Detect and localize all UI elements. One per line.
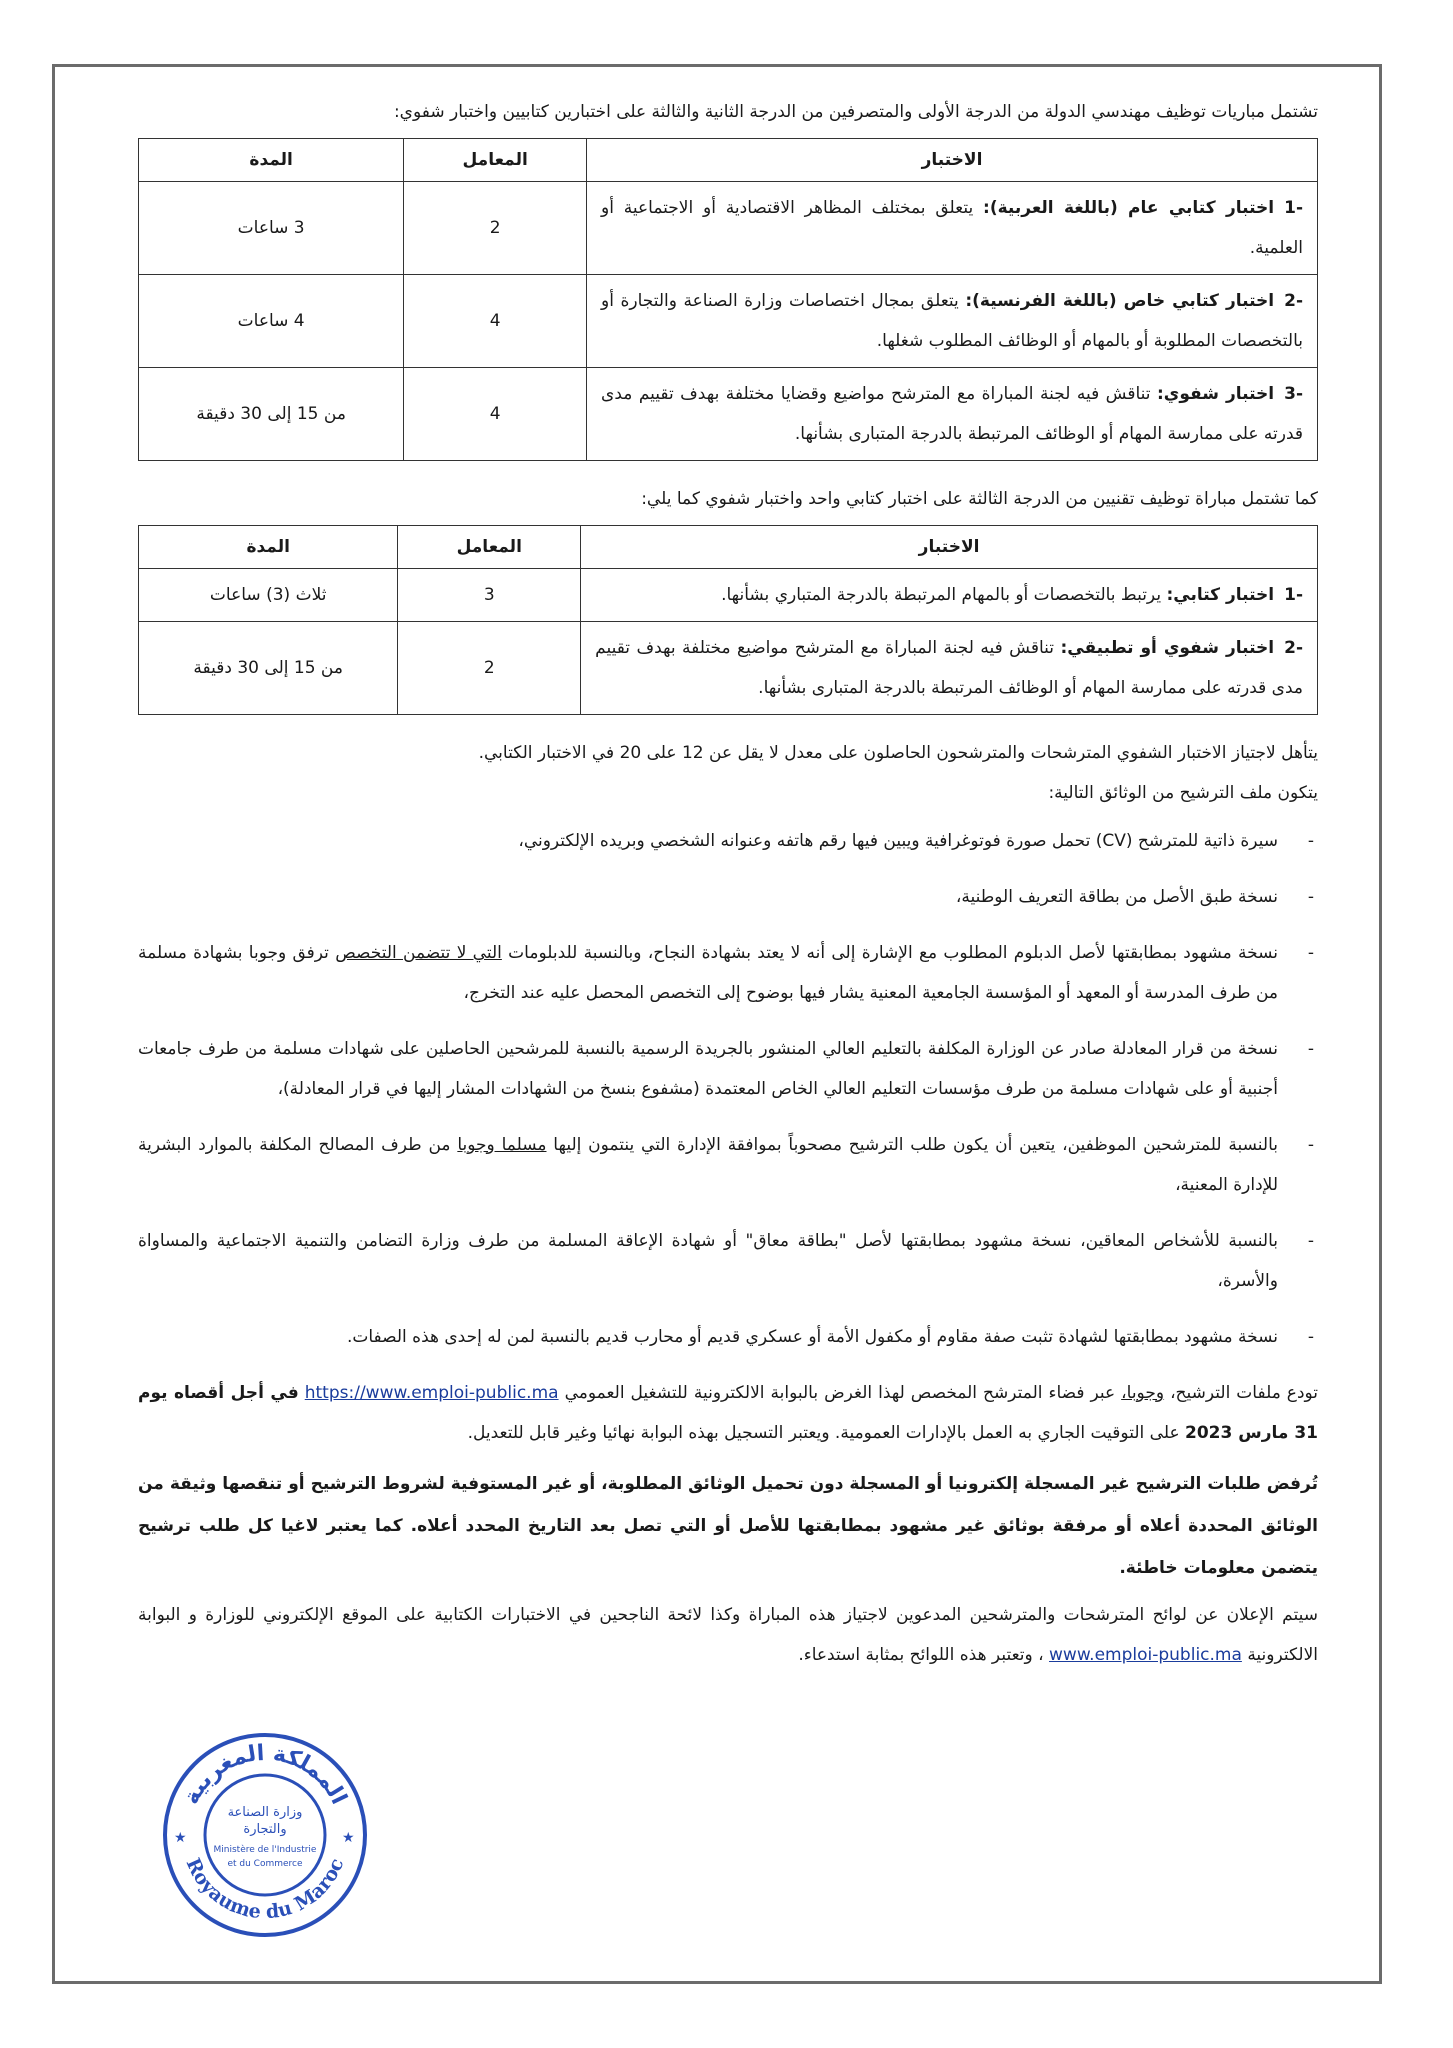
list-item	[138, 1125, 1318, 1205]
document-text: نسخة مشهود بمطابقتها لأصل الدبلوم المطلوب مع الإشارة إلى أنه لا يعتد بشهادة النجاح، وبالنسبة للدبلومات	[508, 943, 1278, 963]
coef-cell: 4	[404, 275, 587, 368]
header-coef: المعامل	[404, 139, 587, 182]
stamp-inner-french-2: et du Commerce	[227, 1859, 303, 1869]
ministry-stamp	[160, 1730, 370, 1940]
document-text: نسخة طبق الأصل من بطاقة التعريف الوطنية،	[955, 887, 1278, 907]
duration-cell: 4 ساعات	[139, 275, 404, 368]
deposit-paragraph	[138, 1373, 1318, 1453]
document-text: بالنسبة للأشخاص المعاقين، نسخة مشهود بمطابقتها لأصل "بطاقة معاق" أو شهادة الإعاقة المسلمة من طرف وزارة التضامن والتنمية الاجتماعية والمساواة والأسرة،	[138, 1231, 1278, 1291]
coef-cell: 2	[404, 182, 587, 275]
header-duration: المدة	[139, 139, 404, 182]
list-item	[138, 1029, 1318, 1109]
underlined-text: مسلما وجوبا	[457, 1135, 547, 1155]
announcement-paragraph	[138, 1595, 1318, 1675]
row-number: -1	[1284, 198, 1304, 218]
documents-intro: يتكون ملف الترشيح من الوثائق التالية:	[1048, 783, 1318, 803]
document-body	[138, 92, 1318, 1675]
intro-technicians: كما تشتمل مباراة توظيف تقنيين من الدرجة الثالثة على اختبار كتابي واحد واختبار شفوي كما يلي:	[641, 489, 1318, 509]
underlined-text: التي لا تتضمن التخصص	[335, 943, 502, 963]
header-coef: المعامل	[398, 526, 581, 569]
document-text: سيرة ذاتية للمترشح (CV) تحمل صورة فوتوغرافية ويبين فيها رقم هاتفه وعنوانه الشخصي وبريده الإلكتروني،	[518, 831, 1278, 851]
dash-marker: -	[1307, 831, 1314, 851]
coef-cell: 4	[404, 368, 587, 461]
duration-cell: من 15 إلى 30 دقيقة	[139, 368, 404, 461]
header-test: الاختبار	[587, 139, 1318, 182]
test-title: اختبار شفوي أو تطبيقي:	[1060, 638, 1275, 658]
dash-marker: -	[1307, 1135, 1314, 1155]
document-text: بالنسبة للمترشحين الموظفين، يتعين أن يكون طلب الترشيح مصحوباً بموافقة الإدارة التي ينتمون إليها	[553, 1135, 1278, 1155]
duration-cell: 3 ساعات	[139, 182, 404, 275]
test-description: تناقش فيه لجنة المباراة مع المترشح مواضيع مختلفة بهدف تقييم مدى قدرته على ممارسة المهام أو الوظائف المرتبطة بالدرجة المتبارى بشأنها.	[595, 638, 1303, 698]
list-item	[138, 1221, 1318, 1301]
row-number: -1	[1284, 585, 1303, 605]
document-text: نسخة من قرار المعادلة صادر عن الوزارة المكلفة بالتعليم العالي المنشور بالجريدة الرسمية بالنسبة للمرشحين الحاصلين على شهادات مسلمة من طرف جامعات أجنبية أو على شهادات مسلمة من طرف مؤسسات التعليم العالي الخاص المعتمدة (مشفوع بنسخ من الشهادات المشار إليها في قرار المعادلة)،	[138, 1039, 1278, 1099]
table-row	[139, 569, 1318, 622]
deposit-text: عبر فضاء المترشح المخصص لهذا الغرض بالبوابة الالكترونية للتشغيل العمومي	[564, 1383, 1116, 1403]
dash-marker: -	[1307, 1039, 1314, 1059]
test-cell	[587, 182, 1318, 275]
header-duration: المدة	[139, 526, 398, 569]
table-row	[139, 275, 1318, 368]
underlined-text: وجوبا،	[1121, 1383, 1165, 1403]
test-cell	[587, 275, 1318, 368]
test-title: اختبار كتابي:	[1166, 585, 1275, 605]
list-item	[138, 933, 1318, 1013]
deposit-text: على التوقيت الجاري به العمل بالإدارات العمومية. ويعتبر التسجيل بهذه البوابة نهائيا وغير قابل للتعديل.	[467, 1423, 1180, 1443]
stamp-inner-french-1: Ministère de l'Industrie	[213, 1845, 317, 1855]
dash-marker: -	[1307, 943, 1314, 963]
test-description: يتعلق بمجال اختصاصات وزارة الصناعة والتجارة أو بالتخصصات المطلوبة أو بالمهام أو الوظائف المطلوب شغلها.	[601, 291, 1303, 351]
engineers-test-table	[138, 138, 1318, 461]
test-cell	[581, 569, 1318, 622]
dash-marker: -	[1307, 1327, 1314, 1347]
deposit-text: تودع ملفات الترشيح،	[1170, 1383, 1319, 1403]
deadline-text: في أجل أقصاه يوم 31 مارس 2023	[138, 1383, 1318, 1443]
stamp-inner-arabic-2: والتجارة	[243, 1822, 287, 1837]
test-description: تناقش فيه لجنة المباراة مع المترشح مواضيع وقضايا مختلفة بهدف تقييم مدى قدرته على ممارسة المهام أو الوظائف المرتبطة بالدرجة المتبارى بشأنها.	[601, 384, 1303, 444]
test-title: اختبار كتابي خاص (باللغة الفرنسية):	[965, 291, 1275, 311]
row-number: -2	[1284, 291, 1303, 311]
table-header-row	[139, 139, 1318, 182]
intro-engineers: تشتمل مباريات توظيف مهندسي الدولة من الدرجة الأولى والمتصرفين من الدرجة الثانية والثالثة على اختبارين كتابيين واختبار شفوي:	[393, 102, 1318, 122]
test-title: اختبار شفوي:	[1157, 384, 1275, 404]
document-text: من طرف المصالح المكلفة بالموارد البشرية للإدارة المعنية،	[138, 1135, 1278, 1195]
emploi-public-link-2[interactable]: www.emploi-public.ma	[1049, 1645, 1242, 1665]
duration-cell: ثلاث (3) ساعات	[139, 569, 398, 622]
stamp-inner-arabic-1: وزارة الصناعة	[227, 1805, 303, 1820]
test-cell	[581, 622, 1318, 715]
technicians-test-table	[138, 525, 1318, 715]
list-item	[138, 1317, 1318, 1357]
row-number: -3	[1284, 384, 1304, 404]
table-row	[139, 622, 1318, 715]
dash-marker: -	[1307, 1231, 1314, 1251]
emploi-public-link[interactable]: https://www.emploi-public.ma	[304, 1383, 559, 1403]
test-cell	[587, 368, 1318, 461]
document-text: ترفق وجوبا بشهادة مسلمة من طرف المدرسة أو المعهد أو المؤسسة الجامعية المعنية يشار فيها بوضوح إلى التخصص المحصل عليه عند التخرج،	[138, 943, 1278, 1003]
duration-cell: من 15 إلى 30 دقيقة	[139, 622, 398, 715]
stamp-french-arc-text: Royaume du Maroc	[181, 1854, 349, 1924]
announcement-text: سيتم الإعلان عن لوائح المترشحات والمترشحين المدعوين لاجتياز هذه المباراة وكذا لائحة الناجحين في الاختبارات الكتابية على الموقع الإلكتروني للوزارة و البوابة الالكترونية	[138, 1605, 1318, 1665]
stamp-star-icon: ★	[342, 1830, 355, 1846]
list-item	[138, 821, 1318, 861]
test-title: اختبار كتابي عام (باللغة العربية):	[983, 198, 1275, 218]
table-row	[139, 182, 1318, 275]
eligibility-note: يتأهل لاجتياز الاختبار الشفوي المترشحات والمترشحون الحاصلون على معدل لا يقل عن 12 على 20 في الاختبار الكتابي.	[478, 743, 1318, 763]
coef-cell: 3	[398, 569, 581, 622]
list-item	[138, 877, 1318, 917]
dash-marker: -	[1307, 887, 1314, 907]
documents-list	[138, 821, 1318, 1357]
test-description: يرتبط بالتخصصات أو بالمهام المرتبطة بالدرجة المتباري بشأنها.	[721, 585, 1162, 605]
document-text: نسخة مشهود بمطابقتها لشهادة تثبت صفة مقاوم أو مكفول الأمة أو عسكري قديم أو محارب قديم بالنسبة لمن له إحدى هذه الصفات.	[346, 1327, 1278, 1347]
table-header-row	[139, 526, 1318, 569]
stamp-star-icon: ★	[174, 1830, 187, 1846]
row-number: -2	[1284, 638, 1303, 658]
announcement-text: ، وتعتبر هذه اللوائح بمثابة استدعاء.	[798, 1645, 1044, 1665]
coef-cell: 2	[398, 622, 581, 715]
table-row	[139, 368, 1318, 461]
header-test: الاختبار	[581, 526, 1318, 569]
rejection-paragraph: تُرفض طلبات الترشيح غير المسجلة إلكترونيا أو المسجلة دون تحميل الوثائق المطلوبة، أو غير المستوفية لشروط الترشيح أو تنقصها وثيقة من الوثائق المحددة أعلاه أو مرفقة بوثائق غير مشهود بمطابقتها للأصل أو التي تصل بعد التاريخ المحدد أعلاه. كما يعتبر لاغيا كل طلب ترشيح يتضمن معلومات خاطئة.	[138, 1474, 1318, 1578]
test-description: يتعلق بمختلف المظاهر الاقتصادية أو الاجتماعية أو العلمية.	[601, 198, 1303, 258]
stamp-arabic-arc-text: المملكة المغربية	[178, 1740, 352, 1809]
